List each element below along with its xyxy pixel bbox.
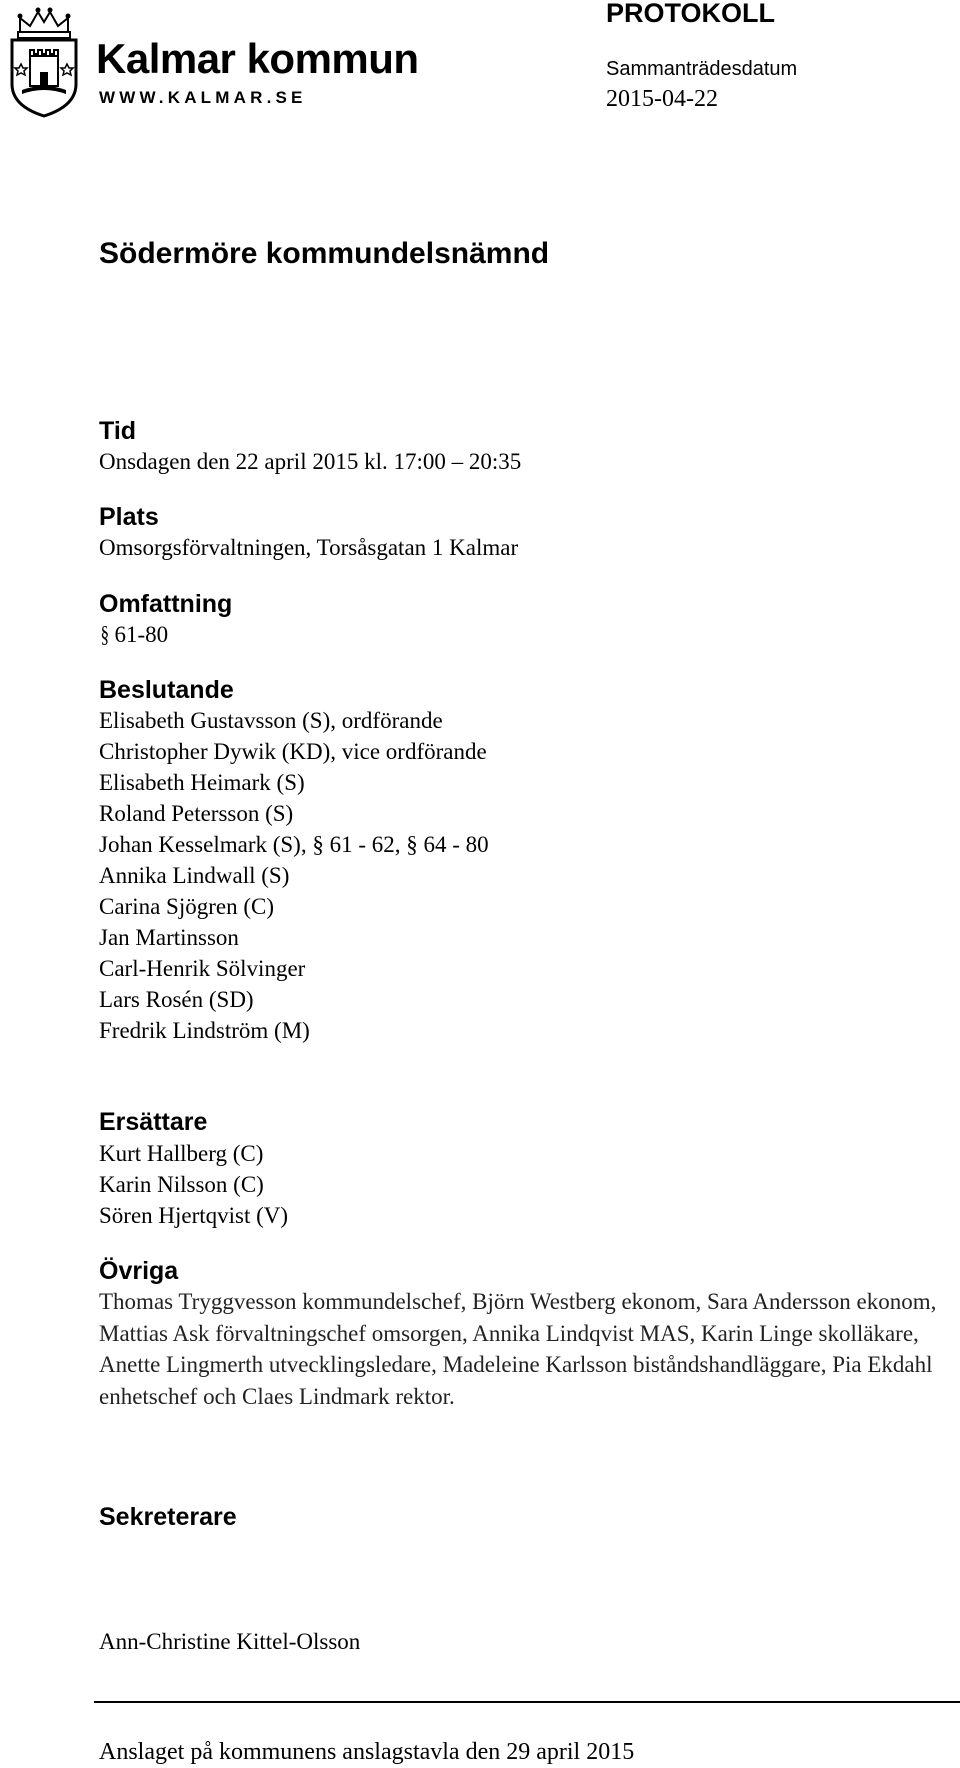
meeting-date-label: Sammanträdesdatum [606, 58, 798, 80]
ovriga-text: Thomas Tryggvesson kommundelschef, Björn Westberg ekonom, Sara Andersson ekonom, Mattias Ask förvaltningschef omsorgen, Annika Lindqvist MAS, Karin Linge skolläkare, Anette Lingmerth utvecklingsledare, Madeleine Karlsson biståndshandläggare, Pia Ekdahl enhetschef och Claes Lindmark rektor. [99, 1289, 937, 1409]
beslutande-member: Fredrik Lindström (M) [99, 1018, 310, 1043]
beslutande-member: Carl-Henrik Sölvinger [99, 956, 306, 981]
plats-text: Omsorgsförvaltningen, Torsåsgatan 1 Kalmar [99, 535, 519, 560]
meeting-date: 2015-04-22 [606, 86, 718, 112]
ersattare-member: Kurt Hallberg (C) [99, 1141, 264, 1166]
posting-notice: Anslaget på kommunens anslagstavla den 29 april 2015 [99, 1739, 635, 1765]
ersattare-member: Sören Hjertqvist (V) [99, 1203, 289, 1228]
ersattare-member: Karin Nilsson (C) [99, 1172, 264, 1197]
ersattare-heading: Ersättare [99, 1108, 208, 1136]
beslutande-heading: Beslutande [99, 676, 234, 704]
ovriga-heading: Övriga [99, 1257, 179, 1285]
beslutande-member: Johan Kesselmark (S), § 61 - 62, § 64 - 80 [99, 832, 489, 857]
beslutande-member: Jan Martinsson [99, 925, 239, 950]
kalmar-coat-of-arms-logo [8, 6, 80, 118]
document-type: PROTOKOLL [606, 0, 776, 28]
omfattning-range: 61-80 [114, 622, 169, 647]
footer-divider [94, 1701, 960, 1703]
committee-title: Södermöre kommundelsnämnd [99, 237, 550, 270]
beslutande-member: Lars Rosén (SD) [99, 987, 254, 1012]
beslutande-member: Elisabeth Heimark (S) [99, 770, 305, 795]
brand-name: Kalmar kommun [96, 35, 419, 82]
omfattning-text [99, 623, 168, 646]
brand-url: WWW.KALMAR.SE [99, 88, 307, 107]
tid-text: Onsdagen den 22 april 2015 kl. 17:00 – 20:35 [99, 449, 522, 474]
beslutande-member: Christopher Dywik (KD), vice ordförande [99, 739, 487, 764]
sekreterare-name: Ann-Christine Kittel-Olsson [99, 1629, 361, 1654]
beslutande-member: Roland Petersson (S) [99, 801, 294, 826]
omfattning-heading: Omfattning [99, 590, 233, 618]
beslutande-member: Carina Sjögren (C) [99, 894, 275, 919]
sekreterare-heading: Sekreterare [99, 1503, 237, 1531]
tid-heading: Tid [99, 417, 137, 445]
plats-heading: Plats [99, 503, 159, 531]
beslutande-member: Annika Lindwall (S) [99, 863, 290, 888]
paragraph-sign: § [100, 622, 110, 647]
beslutande-member: Elisabeth Gustavsson (S), ordförande [99, 708, 443, 733]
